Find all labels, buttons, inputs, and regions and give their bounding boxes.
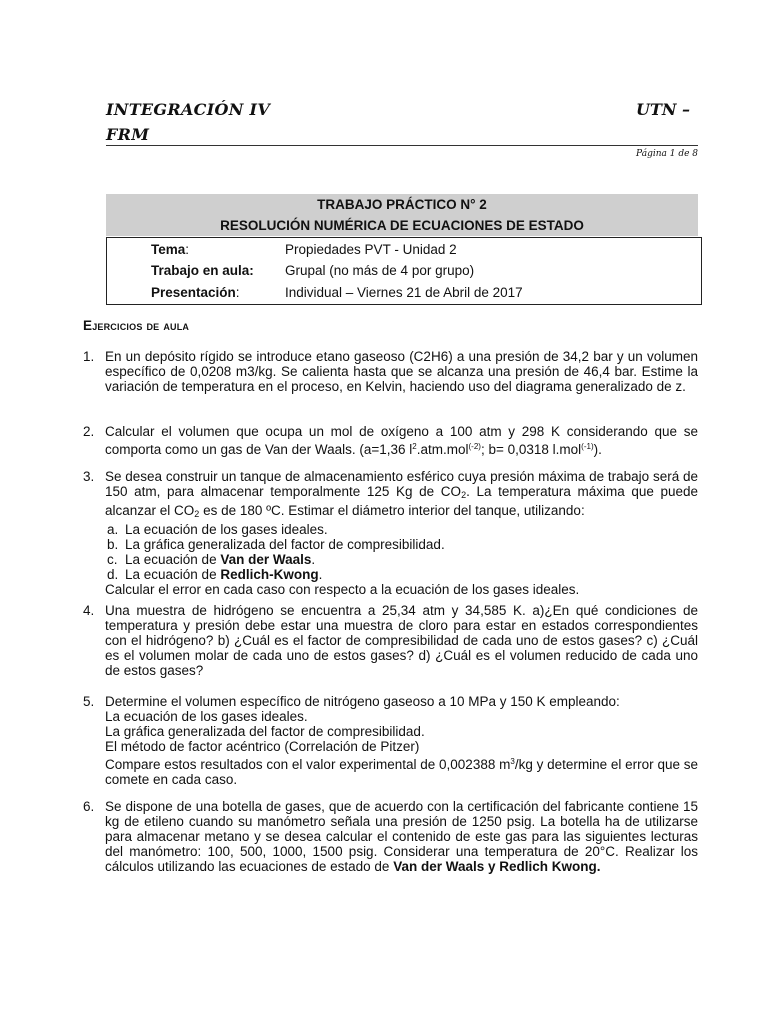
exercise-line: La gráfica generalizada del factor de compresibilidad. — [105, 724, 425, 739]
title-line-1: TRABAJO PRÁCTICO N° 2 — [317, 197, 487, 212]
exercise-3 — [83, 469, 698, 597]
option-a: a. La ecuación de los gases ideales. — [107, 522, 328, 537]
exercise-line: Determine el volumen específico de nitrógeno gaseoso a 10 MPa y 150 K empleando: — [105, 694, 620, 709]
pres-label: Presentación — [151, 285, 236, 300]
page-number: Página 1 de 8 — [636, 149, 698, 159]
exercise-number: 5. — [83, 694, 95, 709]
exercise-3-closing: Calcular el error en cada caso con respecto a la ecuación de los gases ideales. — [105, 582, 580, 597]
exercise-text: Se desea construir un tanque de almacenamiento esférico cuya presión máxima de trabajo será de 150 atm, para almacenar temporalmente 125 Kg de CO2. La temperatura máxima que puede alcanzar el CO2 es de 180 ºC. Estimar el diámetro interior del tanque, utilizando: — [105, 469, 698, 519]
exercise-3-options — [105, 522, 698, 582]
option-b: b. La gráfica generalizada del factor de compresibilidad. — [107, 537, 445, 552]
header-university: UTN – — [636, 100, 691, 119]
exercise-4 — [83, 603, 698, 678]
pres-value: Individual – Viernes 21 de Abril de 2017 — [285, 285, 523, 300]
exercise-text: Una muestra de hidrógeno se encuentra a 25,34 atm y 34,585 K. a)¿En qué condiciones de temperatura y presión debe estar una muestra de cloro para estar en estados correspondientes con el hidrógeno? b) ¿Cuál es el factor de compresibilidad de cada uno de estos gases? c) ¿Cuál es el volumen molar de cada uno de estos gases? d) ¿Cuál es el volumen reducido de cada uno de estos gases? — [105, 603, 698, 678]
info-box: Tema: Propiedades PVT - Unidad 2 Trabajo en aula: Grupal (no más de 4 por grupo) Presentación: Individual – Viernes 21 de Abril de 2017 — [106, 237, 702, 305]
title-line-2: RESOLUCIÓN NUMÉRICA DE ECUACIONES DE ESTADO — [220, 218, 584, 233]
tema-label: Tema — [151, 242, 186, 257]
header-rule — [106, 145, 698, 146]
exercise-line: El método de factor acéntrico (Correlación de Pitzer) — [105, 739, 420, 754]
exercise-6 — [83, 799, 698, 874]
section-title: Ejercicios de aula — [83, 318, 190, 333]
exercise-number: 1. — [83, 349, 95, 364]
exercise-5 — [83, 694, 698, 787]
header-faculty: FRM — [106, 125, 150, 144]
title-box — [106, 194, 698, 236]
aula-label: Trabajo en aula: — [151, 263, 254, 278]
option-d: d. La ecuación de Redlich-Kwong. — [107, 567, 323, 582]
exercise-1 — [83, 349, 698, 394]
tema-value: Propiedades PVT - Unidad 2 — [285, 242, 457, 257]
exercise-line: La ecuación de los gases ideales. — [105, 709, 308, 724]
exercise-number: 3. — [83, 469, 95, 484]
exercise-2 — [83, 424, 698, 457]
exercise-number: 6. — [83, 799, 95, 814]
header-course-title: INTEGRACIÓN IV — [106, 100, 271, 119]
exercise-text: Calcular el volumen que ocupa un mol de oxígeno a 100 atm y 298 K considerando que se comporta como un gas de Van der Waals. (a=1,36 $l^2.atm.mol^{(-2)}$; b= 0,0318 l.mol$^{(-1)}$). — [105, 424, 698, 457]
option-c: c. La ecuación de Van der Waals. — [107, 552, 316, 567]
aula-value: Grupal (no más de 4 por grupo) — [285, 263, 475, 278]
exercise-number: 4. — [83, 603, 95, 618]
header-left — [106, 97, 306, 147]
exercise-line: Compare estos resultados con el valor experimental de 0,002388 $m^3/kg$ y determine el error que se comete en cada caso. — [105, 757, 698, 787]
exercise-text: En un depósito rígido se introduce etano gaseoso (C2H6) a una presión de 34,2 bar y un volumen específico de 0,0208 m3/kg. Se calienta hasta que se alcanza una presión de 46,4 bar. Estime la variación de temperatura en el proceso, en Kelvin, haciendo uso del diagrama generalizado de z. — [105, 349, 698, 394]
exercise-number: 2. — [83, 424, 95, 439]
exercise-text: Se dispone de una botella de gases, que de acuerdo con la certificación del fabricante contiene 15 kg de etileno cuando su manómetro señala una presión de 1250 psig. La botella ha de utilizarse para almacenar metano y se desea calcular el contenido de este gas para las siguientes lecturas del manómetro: 100, 500, 1000, 1500 psig. Considerar una temperatura de 20°C. Realizar los cálculos utilizando las ecuaciones de estado de Van der Waals y Redlich Kwong. — [105, 799, 698, 874]
